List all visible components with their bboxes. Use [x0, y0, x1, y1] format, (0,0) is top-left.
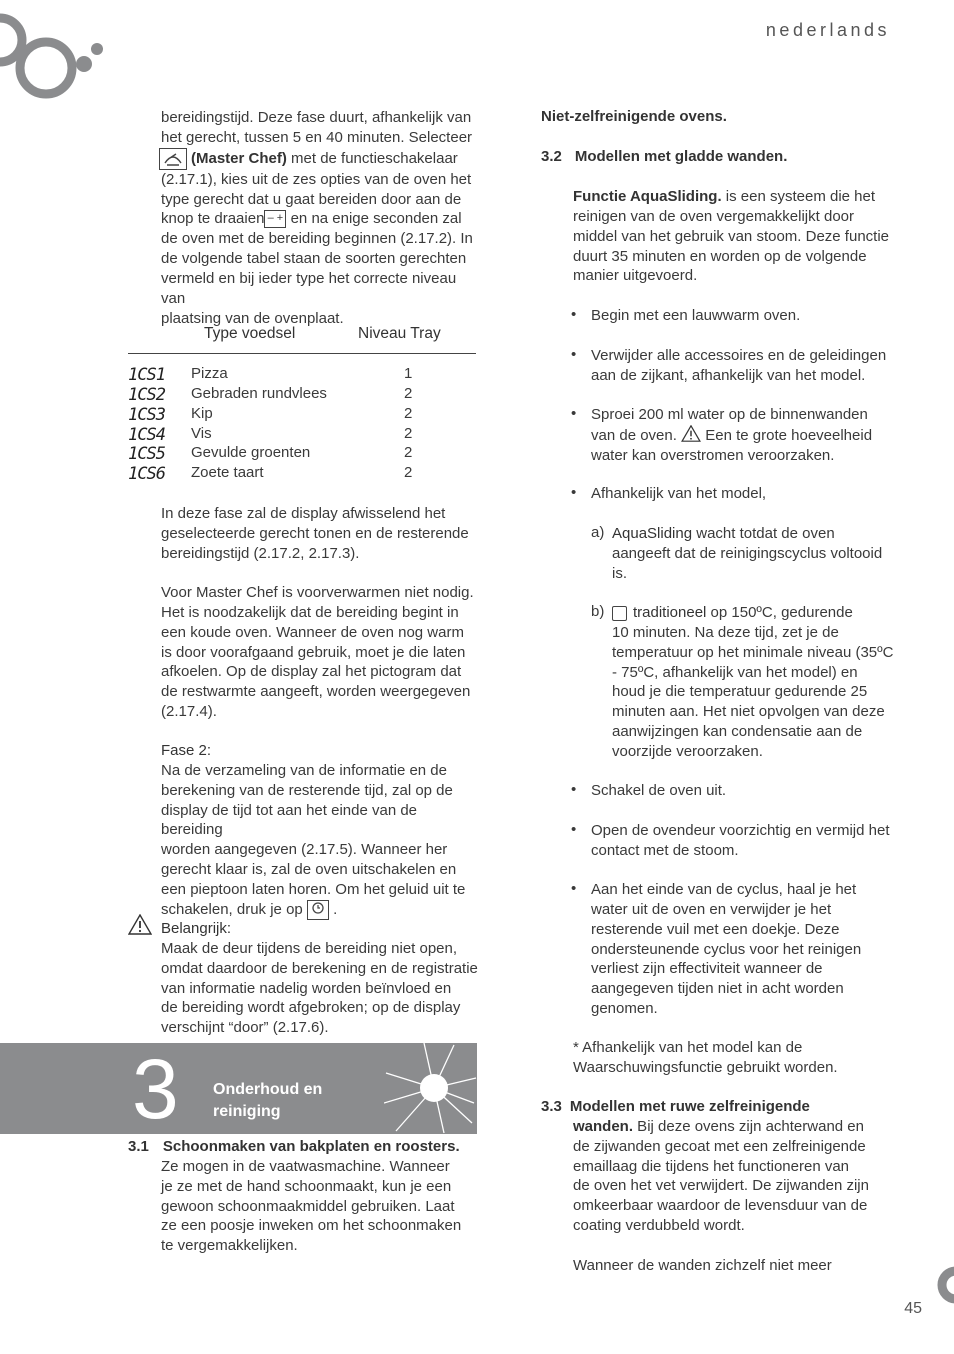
- right-heading: Niet-zelfreinigende ovens.: [541, 108, 727, 125]
- bullet-text-1: [591, 306, 800, 326]
- text-line: middel van het gebruik van stoom. Deze functie: [573, 227, 890, 245]
- text-line: In deze fase zal de display afwisselend het: [161, 505, 446, 522]
- bullet-text-7: [591, 880, 861, 1019]
- s33-title-cont: wanden.: [573, 1117, 634, 1135]
- text-span: met de functieschakelaar: [286, 149, 458, 167]
- belangrijk-paragraph: [161, 919, 479, 1038]
- tray-level: 2: [404, 404, 413, 422]
- bullet-text-5: [591, 781, 726, 801]
- text-line: display de tijd tot aan het einde van de bereiding: [161, 801, 418, 839]
- s32-heading: [541, 148, 787, 165]
- food-type: Vis: [191, 424, 212, 442]
- text-line: Begin met een lauwwarm oven.: [591, 307, 801, 324]
- text-line: het gerecht, tussen 5 en 40 minuten. Selecteer: [161, 128, 473, 146]
- bullet: •: [571, 346, 577, 363]
- aqua-paragraph: [573, 187, 903, 286]
- text-span: Bij deze ovens zijn achterwand en: [633, 1117, 864, 1135]
- bullet: •: [571, 781, 577, 798]
- tray-level: 1: [404, 365, 413, 382]
- text-line: resterende vuil met een doekje. Deze: [591, 920, 840, 938]
- text-line: verliest zijn effectiviteit wanneer de: [591, 960, 823, 978]
- table-row: [128, 365, 476, 385]
- text-line: een koude oven. Wanneer de oven nog warm: [161, 623, 464, 641]
- table-row: [128, 464, 476, 484]
- section-3-1: [128, 1137, 478, 1256]
- section-3-3: [541, 1097, 901, 1236]
- text-line: Maak de deur tijdens de bereiding niet open,: [161, 939, 458, 957]
- text-line: berekening van de resterende tijd, zal op de: [161, 781, 453, 799]
- display-code-icon: 1CS3: [128, 404, 165, 425]
- text-line: omdat daardoor de berekening en de registratie: [161, 959, 478, 977]
- text-line: bereidingstijd. Deze fase duurt, afhankelijk van: [161, 109, 472, 126]
- text-line: worden aangegeven (2.17.5). Wanneer her: [161, 841, 448, 859]
- text-span: en na enige seconden zal: [286, 210, 462, 228]
- text-line: aan de zijkant, afhankelijk van het model.: [591, 366, 866, 384]
- text-line: [161, 209, 479, 229]
- text-line: Waarschuwingsfunctie gebruikt worden.: [573, 1058, 838, 1076]
- bullet: •: [571, 484, 577, 501]
- bullet: •: [571, 306, 577, 323]
- s31-number: 3.1: [128, 1138, 149, 1155]
- s33-number: 3.3: [541, 1098, 562, 1115]
- text-line: type gerecht dat u gaat bereiden door aan de: [161, 190, 462, 208]
- section-title: [213, 1079, 322, 1123]
- text-line: de zijwanden gecoat met een zelfreinigende: [573, 1137, 866, 1155]
- belangrijk-title: Belangrijk:: [161, 920, 232, 937]
- text-line: Verwijder alle accessoires en de geleidingen: [591, 347, 887, 364]
- text-span: .: [328, 900, 338, 918]
- option-a-text: [612, 524, 902, 584]
- knob-plus-minus-icon: – +: [264, 210, 286, 228]
- s32-number: 3.2: [541, 148, 562, 165]
- final-paragraph: [573, 1256, 903, 1276]
- option-a-label: a): [591, 524, 605, 541]
- tray-level: 2: [404, 464, 413, 482]
- text-line: de volgende tabel staan de soorten gerechten: [161, 250, 467, 268]
- text-line: Voor Master Chef is voorverwarmen niet nodig.: [161, 584, 474, 601]
- text-line: Het is noodzakelijk dat de bereiding begint in: [161, 603, 459, 621]
- food-type: Zoete taart: [191, 464, 264, 482]
- text-line: ondersteunende cyclus voor het reinigen: [591, 940, 862, 958]
- table-row: [128, 425, 476, 445]
- brand-logo: [0, 0, 110, 110]
- display-code-icon: 1CS1: [128, 365, 165, 385]
- text-line: Open de ovendeur voorzichtig en vermijd het: [591, 822, 890, 839]
- text-line: vermeld en bij ieder type het correcte niveau van: [161, 269, 457, 307]
- text-line: omkeerbaar waardoor de levensduur van de: [573, 1197, 868, 1215]
- text-line: gerecht klaar is, zal de oven uitschakelen en: [161, 861, 457, 879]
- text-span: is een systeem die het: [721, 188, 876, 205]
- table-header-level: Niveau Tray: [358, 325, 441, 342]
- text-line: [573, 1117, 901, 1137]
- text-line: verschijnt “door” (2.17.6).: [161, 1019, 329, 1037]
- s33-heading: [541, 1097, 901, 1117]
- traditional-oven-icon: [612, 606, 627, 621]
- timer-icon: [307, 900, 329, 920]
- text-span: van de oven.: [591, 426, 677, 444]
- text-line: genomen.: [591, 1000, 658, 1018]
- table-row: [128, 444, 476, 464]
- text-line: [161, 900, 479, 920]
- food-type: Gevulde groenten: [191, 444, 311, 462]
- bullet: •: [571, 821, 577, 838]
- text-span: knop te draaien: [161, 210, 265, 228]
- master-chef-label: (Master Chef): [191, 149, 287, 167]
- text-line: te vergemakkelijken.: [161, 1237, 298, 1255]
- text-line: voorzijde veroorzaken.: [612, 742, 763, 760]
- footnote: [573, 1038, 903, 1078]
- display-code-icon: 1CS5: [128, 444, 165, 465]
- text-line: [161, 148, 479, 170]
- section-number: 3: [132, 1043, 179, 1134]
- display-paragraph: [161, 504, 479, 564]
- bullet: •: [571, 880, 577, 897]
- bullet-text-2: [591, 346, 886, 386]
- text-line: temperatuur op het minimale niveau (35ºC: [612, 643, 894, 661]
- text-line: is.: [612, 564, 627, 582]
- text-line: minuten aan. Het niet opvolgen van deze: [612, 703, 885, 721]
- text-line: water uit de oven en verwijder je het: [591, 900, 832, 918]
- text-span: op 150ºC, gedurende: [706, 604, 853, 621]
- language-label: nederlands: [765, 20, 890, 40]
- display-code-icon: 1CS6: [128, 464, 165, 485]
- text-span: Een te grote hoeveelheid: [701, 426, 873, 444]
- text-line: coating verdubbeld wordt.: [573, 1217, 745, 1235]
- text-span: wacht totdat de oven: [692, 525, 835, 542]
- bullet-text-4: [591, 484, 766, 504]
- text-line: houd je die temperatuur gedurende 25: [612, 683, 868, 701]
- table-header-food: Type voedsel: [204, 325, 296, 342]
- text-line: (2.17.1), kies uit de zes opties van de oven het: [161, 170, 472, 188]
- food-type: Pizza: [191, 365, 228, 382]
- tray-level: 2: [404, 384, 413, 402]
- food-type: Gebraden rundvlees: [191, 384, 327, 402]
- text-line: [573, 187, 903, 207]
- text-line: Ze mogen in de vaatwasmachine. Wanneer: [161, 1157, 450, 1175]
- warning-icon: [681, 425, 701, 442]
- text-line: Wanneer de wanden zichzelf niet meer: [573, 1257, 832, 1274]
- fase2-paragraph: [161, 741, 479, 920]
- text-line: afkoelen. Op de display zal het pictogram dat: [161, 663, 462, 681]
- bullet-text-3: [591, 405, 872, 466]
- s31-heading: [128, 1137, 478, 1157]
- text-line: reinigen van de oven vergemakkelijkt door: [573, 207, 854, 225]
- text-line: is door voorafgaand gebruik, moet je die laten: [161, 643, 466, 661]
- text-line: de oven met de bereiding beginnen (2.17.2). In: [161, 230, 473, 248]
- text-line: manier uitgevoerd.: [573, 267, 698, 285]
- text-line: de restwarmte aangeeft, worden weergegeven: [161, 683, 471, 701]
- table-row: [128, 385, 476, 405]
- food-type: Kip: [191, 404, 213, 422]
- text-line: je ze met de hand schoonmaakt, kun je een: [161, 1177, 452, 1195]
- preheat-paragraph: [161, 583, 479, 722]
- text-line: bereidingstijd (2.17.2, 2.17.3).: [161, 544, 360, 562]
- table-rule: [128, 353, 476, 354]
- s31-title: Schoonmaken van bakplaten en roosters.: [162, 1138, 460, 1155]
- display-code-icon: 1CS2: [128, 384, 165, 405]
- text-line: gewoon schoonmaakmiddel gebruiken. Laat: [161, 1197, 455, 1215]
- text-line: [591, 425, 872, 446]
- table-row: [128, 405, 476, 425]
- text-line: Schakel de oven uit.: [591, 782, 727, 799]
- page-corner-decoration: [922, 1263, 954, 1307]
- text-line: [612, 603, 902, 623]
- sparkle-icon: [384, 1043, 477, 1134]
- text-line: aanwijzingen kan condensatie aan de: [612, 723, 863, 741]
- bullet-text-6: [591, 821, 890, 861]
- text-line: 10 minuten. Na deze tijd, zet je de: [612, 623, 839, 641]
- aquasliding-label: AquaSliding: [612, 525, 693, 542]
- text-line: Afhankelijk van het model,: [591, 485, 767, 502]
- text-line: [612, 524, 902, 544]
- section-title-line: reiniging: [213, 1103, 281, 1120]
- option-b-label: b): [591, 603, 605, 620]
- page-number: 45: [904, 1300, 922, 1317]
- master-chef-icon: [159, 148, 187, 170]
- text-line: contact met de stoom.: [591, 841, 739, 859]
- text-line: emaillaag die tijdens het functioneren van: [573, 1157, 850, 1175]
- text-line: water kan overstromen veroorzaken.: [591, 446, 835, 464]
- text-line: duurt 35 minuten en worden op de volgende: [573, 247, 867, 265]
- text-line: van informatie nadelig worden beïnvloed en: [161, 979, 452, 997]
- aqua-bold: Functie AquaSliding.: [573, 188, 722, 205]
- text-line: (2.17.4).: [161, 703, 217, 721]
- text-line: Sproei 200 ml water op de binnenwanden: [591, 406, 868, 423]
- text-span: schakelen, druk je op: [161, 900, 303, 918]
- tray-level: 2: [404, 444, 413, 462]
- text-line: een pieptoon laten horen. Om het geluid uit te: [161, 880, 466, 898]
- text-line: * Afhankelijk van het model kan de: [573, 1039, 803, 1056]
- text-line: Na de verzameling van de informatie en de: [161, 761, 447, 779]
- text-line: ze een poosje inweken om het schoonmaken: [161, 1217, 462, 1235]
- traditioneel-label: traditioneel: [633, 604, 707, 621]
- text-line: - 75ºC, afhankelijk van het model) en: [612, 663, 858, 681]
- intro-paragraph: [161, 108, 479, 328]
- text-line: geselecteerde gerecht tonen en de resterende: [161, 524, 469, 542]
- section-banner: [0, 1043, 477, 1134]
- display-code-icon: 1CS4: [128, 424, 165, 445]
- text-line: de bereiding wordt afgebroken; op de display: [161, 999, 461, 1017]
- text-line: aangeeft dat de reinigingscyclus voltooid: [612, 544, 883, 562]
- option-b-text: [612, 603, 902, 762]
- tray-level: 2: [404, 424, 413, 442]
- warning-icon: [128, 914, 152, 935]
- text-line: de oven het vet verwijdert. De zijwanden zijn: [573, 1177, 869, 1195]
- text-line: aangegeven tijden niet in acht worden: [591, 980, 844, 998]
- bullet: •: [571, 405, 577, 422]
- text-line: plaatsing van de ovenplaat.: [161, 309, 344, 327]
- fase2-title: Fase 2:: [161, 742, 212, 759]
- s32-title: Modellen met gladde wanden.: [574, 148, 788, 165]
- section-title-line: Onderhoud en: [213, 1081, 323, 1098]
- s33-title: Modellen met ruwe zelfreinigende: [569, 1098, 810, 1115]
- text-line: Aan het einde van de cyclus, haal je het: [591, 881, 857, 898]
